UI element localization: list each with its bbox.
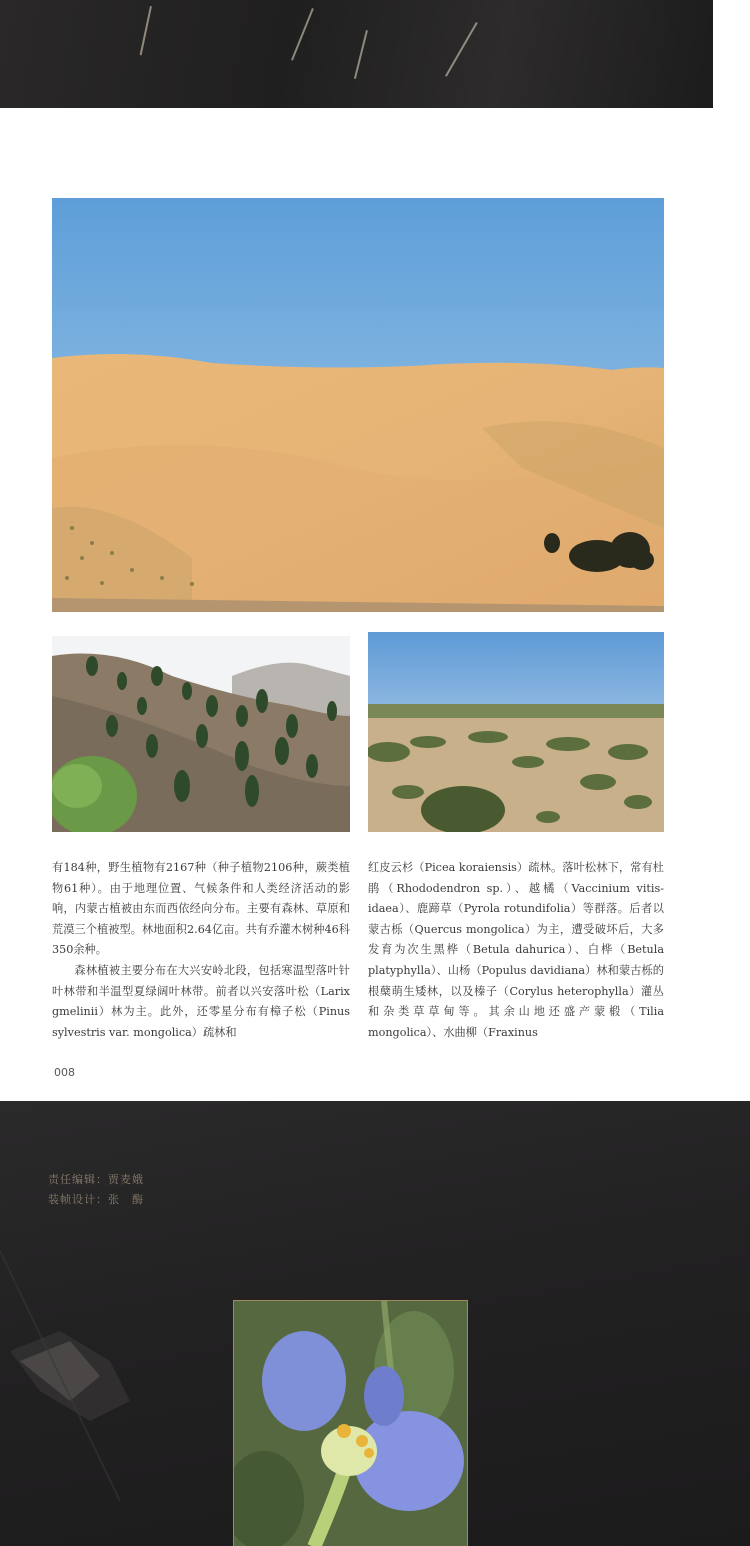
top-cover-strip [0, 0, 713, 108]
flower-photo [233, 1300, 468, 1546]
steppe-shrubland-photo [368, 632, 664, 832]
paragraph: 森林植被主要分布在大兴安岭北段，包括寒温型落叶针叶林带和半温型夏绿阔叶林带。前者以兴安落叶松（Larix gmelinii）林为主。此外，还零星分布有樟子松（Pinus sylvestris var. mongolica）疏林和 [52, 963, 350, 1039]
juniper-hillside-photo [52, 636, 350, 832]
editor-credit: 责任编辑：贾麦娥 [48, 1173, 144, 1186]
credits-block [48, 1170, 144, 1210]
designer-credit: 装帧设计：张 酶 [48, 1193, 144, 1206]
body-text-left-column [52, 858, 350, 1043]
page-number: 008 [54, 1066, 75, 1079]
paragraph: 红皮云杉（Picea koraiensis）疏林。落叶松林下，常有杜鹃（Rhododendron sp.）、越橘（Vaccinium vitis-idaea）、鹿蹄草（Pyrola rotundifolia）等群落。后者以蒙古栎（Quercus mongolica）为主，遭受破坏后，大多发育为次生黑桦（Betula dahurica）、白桦（Betula platyphylla）、山杨（Populus davidiana）林和蒙古栎的根蘖萌生矮林，以及榛子（Corylus heterophylla）灌丛和杂类草草甸等。其余山地还盛产蒙椴（Tilia mongolica）、水曲柳（Fraxinus [368, 861, 664, 1039]
desert-dunes-photo [52, 198, 664, 612]
paragraph: 有184种，野生植物有2167种（种子植物2106种，蕨类植物61种）。由于地理位置、气候条件和人类经济活动的影响，内蒙古植被由东而西依经向分布。主要有森林、草原和荒漠三个植被型。林地面积2.64亿亩。共有乔灌木树种46科350余种。 [52, 861, 350, 957]
body-text-right-column [368, 858, 664, 1043]
